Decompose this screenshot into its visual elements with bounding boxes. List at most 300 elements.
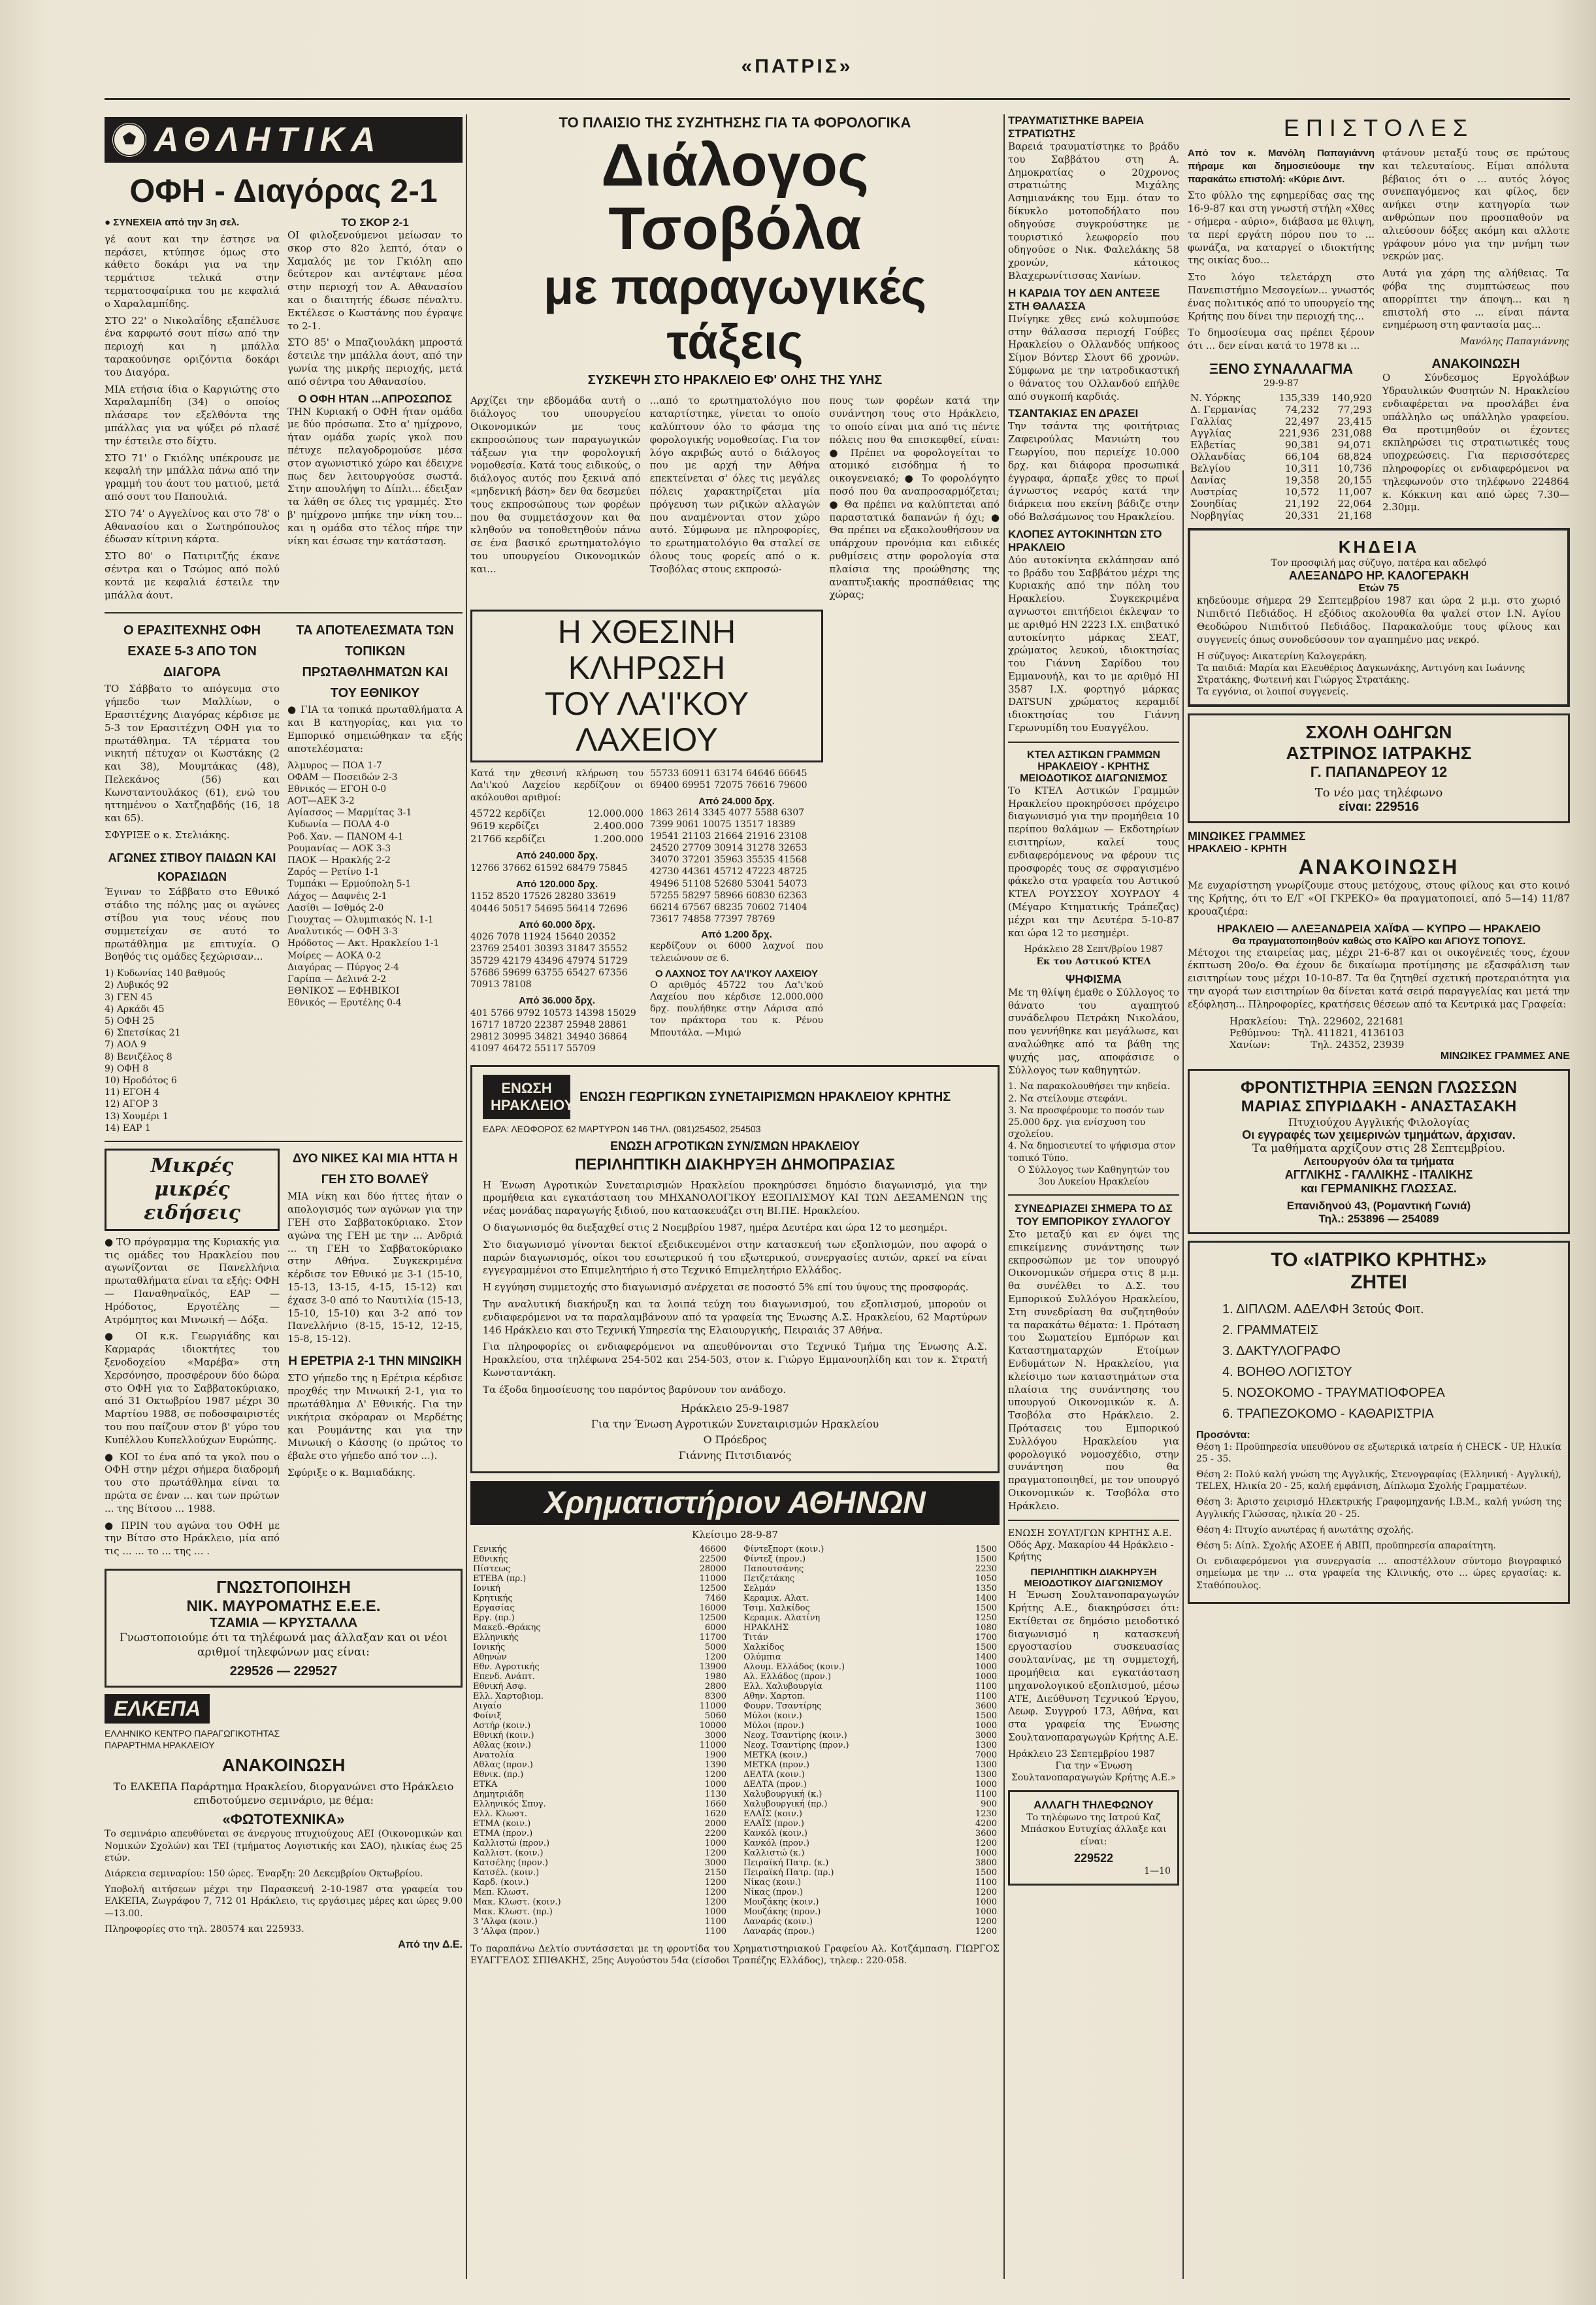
ball-icon (112, 123, 146, 157)
stock-row-cell: Λαναράς (προν.) (743, 1926, 815, 1937)
stock-row-cell: Επενδ. Ανάπτ. (473, 1671, 535, 1682)
stock-row-cell: 1200 (704, 1887, 726, 1897)
subheading: ΠΕΡΙΛΗΠΤΙΚΗ ΔΙΑΚΗΡΥΞΗ ΜΕΙΟΔΟΤΙΚΟΥ ΔΙΑΓΩΝΙΣΜΟΥ (1024, 1567, 1164, 1590)
fx-row-cell: 19,358 (1285, 474, 1320, 487)
stock-row (470, 1701, 729, 1711)
mikres-item: ● ΠΡΙΝ του αγώνα του ΟΦΗ με την Βίτσο στο Ηράκλειο, μία από τις ... ... το ... της ... . (105, 1519, 280, 1558)
stock-row-cell: 1300 (975, 1769, 997, 1780)
stock-row-cell: Δημητριάδη (473, 1789, 524, 1799)
ktel-sign: Εκ του Αστικού ΚΤΕΛ (1036, 956, 1151, 967)
paragraph: ΣΤΟ 74' ο Αγγελίνος και στο 78' ο Αθανασίου και ο Σωτηρόπουλος έδωσαν κίτρινη κάρτα. (105, 507, 280, 546)
standings-row: 11) ΕΓΟΗ 4 (105, 1087, 160, 1098)
stock-row (470, 1721, 729, 1731)
minoan-sign: ΜΙΝΩΙΚΕΣ ΓΡΑΜΜΕΣ ΑΝΕ (1440, 1050, 1570, 1062)
allagi-ad (1008, 1790, 1179, 1886)
fr-title: ΦΡΟΝΤΙΣΤΗΡΙΑ ΞΕΝΩΝ ΓΛΩΣΣΩΝ (1240, 1077, 1518, 1097)
stock-row-cell: Πειραϊκή Πατρ. (κ.) (743, 1857, 829, 1868)
stock-row-cell: Πίστεως (473, 1563, 511, 1574)
fr-line: Τα μαθήματα αρχίζουν στις 28 Σεπτεμβρίου. (1252, 1141, 1506, 1155)
stock-row-cell: 1200 (704, 1652, 726, 1662)
stock-row-cell: 46600 (699, 1544, 726, 1554)
prize-numbers: 12766 37662 61592 68479 75845 (470, 862, 628, 874)
subheading: ΚΛΟΠΕΣ ΑΥΤΟΚΙΝΗΤΩΝ ΣΤΟ ΗΡΑΚΛΕΙΟ (1008, 527, 1162, 553)
allagi-text: Το τηλέφωνο της Ιατρού Καζ Μπάσκου Ευτυχίας άλλαξε και είναι: (1020, 1812, 1167, 1847)
standings-row: 10) Ηροδότος 6 (105, 1075, 177, 1086)
stock-row-cell: 3000 (704, 1730, 726, 1741)
paragraph: πους των φορέων κατά την συνάντηση τους στο Ηράκλειο, το οποίο είναι μια από τις πέντε πόλεις που θα επισκεφθεί, είναι: ● Πρέπει να φορολογείται το ατομικό εισόδημα ή το οικογενειακό; ● Το φορολόγητο ποσό που θα αναπροσαρμόζεται; ● Θα πρέπει να καλύπτεται από παραστατικά δαπανών ή όχι; ● Θα πρέπει να εξακολουθήσουν να υπάρχουν προνόμια και ειδικές ρυθμίσεις στην φορολογία στα πλαίσια της προώθησης της αναπτυξιακής προσπάθειας της χώρας; (829, 395, 1000, 601)
stock-row-cell: Αλ. Ελλάδος (προν.) (743, 1671, 831, 1682)
lottery-headline-box (470, 610, 823, 762)
stock-row (741, 1652, 1000, 1662)
stock-row-cell: Νεοχ. Τσαντίρης (προν.) (743, 1740, 849, 1750)
soult-sign: Για την «Ένωση Σουλτανοπαραγωγών Κρήτης Α.Ε.» (1011, 1760, 1176, 1784)
market-banner (470, 1481, 1000, 1525)
ad-title: ΓΝΩΣΤΟΠΟΙΗΣΗ (216, 1577, 351, 1597)
fx-row-cell: 221,936 (1278, 427, 1320, 440)
stock-row-cell: Αιγαίο (473, 1701, 502, 1711)
stock-row-cell: 1130 (704, 1789, 726, 1799)
subheading: ΜΕΙΟΔΟΤΙΚΟΣ ΔΙΑΓΩΝΙΣΜΟΣ (1020, 772, 1167, 784)
stock-row (470, 1839, 729, 1848)
stock-row-cell: 1500 (975, 1554, 997, 1564)
stock-row (470, 1682, 729, 1692)
fx-row-cell: 68,824 (1337, 451, 1372, 463)
stock-row-cell: Φουρν. Τσαντίρης (743, 1701, 822, 1711)
office-row-cell: Χανίων: (1230, 1038, 1271, 1051)
stock-row (741, 1711, 1000, 1721)
relative-line: Τα παιδιά: Μαρία και Ελευθέριος Δαγκωνάκης, Αντιγόνη και Ιωάννης Στρατάκης, Φωτεινή και Γιώργος Στρατάκης. (1197, 662, 1525, 685)
result-row: Ροδ. Χαν. — ΠΑΝΟΜ 4-1 (287, 831, 404, 842)
stock-row (470, 1623, 729, 1633)
stock-row-cell: 1660 (704, 1799, 726, 1809)
subheading: Ο ΟΦΗ ΗΤΑΝ ...ΑΠΡΟΣΩΠΟΣ (298, 392, 452, 405)
stock-row (470, 1878, 729, 1888)
prize-number: 9619 κερδίζει (470, 820, 540, 832)
soult-header: ΕΝΩΣΗ ΣΟΥΛΤ/ΓΩΝ ΚΡΗΤΗΣ Α.Ε. Οδός Αρχ. Μακαρίου 44 Ηράκλειο - Κρήτης (1008, 1528, 1174, 1562)
stock-row (470, 1917, 729, 1927)
vote-list (1008, 1081, 1179, 1164)
subheading: Η ΕΡΕΤΡΙΑ 2-1 ΤΗΝ ΜΙΝΩΙΚΗ (288, 1354, 462, 1369)
paragraph: Βαρειά τραυματίστηκε το βράδυ του Σαββάτου στη Α. Δημοκρατίας ο 20χρονος στρατιώτης Μιχάλης Ασημιανάκης του Εμμ. όταν το δίκυκλο μοτοποδήλατο που οδηγούσε συγκρούστηκε με τουριστικό λεωφορείο που οδηγούσε ο Νικ. Φαλελάκης 58 χρονών, κάτοικος Βλαχερωνίτισσας Χανίων. (1008, 140, 1179, 282)
lottery-title-1: Η ΧΘΕΣΙΝΗ ΚΛΗΡΩΣΗ (557, 613, 736, 687)
market-title: Χρηματιστήριον ΑΘΗΝΩΝ (544, 1485, 926, 1520)
office-row-cell: Τηλ. 411821, 4136103 (1292, 1026, 1405, 1039)
paragraph: Το ΚΤΕΛ Αστικών Γραμμών Ηρακλείου προκηρύσσει πρόχειρο διαγωνισμό για την προμήθεια 10 περίπου θαλάμων — Εκδοτηρίων εισιτηρίων, καλεί τους ενδιαφερόμενους να φέρουν τις προσφορές τους σε σφραγισμένο φάκελο στα γραφεία του Αστικού ΚΤΕΛ ΡΟΥΣΣΟΥ ΧΟΥΡΔΟΥ 4 (Μέγαρο Κτηματικής Τράπεζας) μέχρι και την Δευτέρα 5-10-87 και ώρα 12 το μεσημέρι. (1008, 784, 1179, 939)
stock-row-cell: Εργ. (πρ.) (473, 1612, 515, 1623)
fx-row (1188, 439, 1375, 451)
position-item: 5. ΝΟΣΟΚΟΜΟ - ΤΡΑΥΜΑΤΙΟΦΟΡΕΑ (1222, 1385, 1445, 1400)
paragraph: ΜΙΑ νίκη και δύο ήττες ήταν ο απολογισμός των αγώνων για την ΓΕΗ στο Σαββατοκύριακο. Στον αγώνα της ΓΕΗ με την ... Ανδριά ... τη ΓΕΗ το Σαββατοκύριακο στην Αθήνα. Συγκεκριμένα κέρδισε τον Εθνικό με 3-1 (15-10, 15-13, 13-15, 4-15, 15-12) και έχασε 3-0 από το Ναυτιλία (15-13, 15-10, 15-10) και 3-2 από τον Πανελλήνιο (8-15, 15-12, 12-15, 15-8, 15-12). (287, 1190, 463, 1345)
stock-row (470, 1829, 729, 1839)
paragraph: φτάνουν μεταξύ τους σε πρώτους και τελευταίους. Είμαι απόλυτα βέβαιος ότι ο ... αυτός λόγος συνεπαγόμενος και φίλος, δεν ανήκει στην κατηγορία των ανθρώπων που προσπαθούν να αλιεύσουν δόξες ακόμη και αλλοτε γράφουν μόνο για την μνήμη των νεκρών μας. (1382, 147, 1569, 263)
stock-row (470, 1790, 729, 1799)
result-row: Γαρίπα — Δελινά 2-2 (287, 973, 387, 985)
paragraph: Αρχίζει την εβδομάδα αυτή ο διάλογος του υπουργείου Οικονομικών με τους εκπροσώπους των παραγωγικών τάξεων για την φορολογική νομοθεσία. Κατά τους ειδικούς, ο διάλογος αυτός που ξεκινά από «μηδενική βάση» δεν θα δεσμεύει τους εκπροσώπους των φορέων που θα συμμετάσχουν και θα κληθούν να τοποθετηθούν πάνω σε ένα βασικό ερωτηματολόγιο του υπουργείου Οικονομικών και... (470, 395, 641, 575)
minoan-route-note: Θα πραγματοποιηθούν καθώς στο ΚΑΪΡΟ και ΑΓΙΟΥΣ ΤΟΠΟΥΣ. (1231, 935, 1526, 947)
gnostopoiisi-ad (105, 1569, 463, 1688)
paragraph: ΣΤΟ γήπεδο της η Ερέτρια κέρδισε προχθές την Μινωική 2-1, για το πρωτάθλημα Δ' Εθνικής. Για την νικήτρια σκόραραν οι Μερδέτης και Ρουμάντης και για την Μινωική ο Κάσσης (ο πρώτος το έβαλε στο γήπεδο από τον ...). (287, 1372, 463, 1462)
stock-row (741, 1564, 1000, 1574)
lottery-title-2: ΤΟΥ ΛΑ'Ι'ΚΟΥ ΛΑΧΕΙΟΥ (544, 685, 749, 759)
stock-row (741, 1927, 1000, 1937)
stock-row-cell: 3600 (975, 1828, 997, 1839)
stock-row-cell: Φίντεξπορτ (κοιν.) (743, 1544, 824, 1554)
mikres-box (105, 1149, 280, 1231)
center-column (470, 114, 1000, 2279)
stock-row-cell: ΗΡΑΚΛΗΣ (743, 1622, 789, 1633)
stock-row (470, 1594, 729, 1603)
stock-row-cell: Αθλας (προν.) (473, 1759, 533, 1770)
stock-row-cell: Καλλιστώ (προν.) (473, 1838, 550, 1848)
continuation-note: ● ΣΥΝΕΧΕΙΑ από την 3η σελ. (105, 217, 240, 228)
prize-heading: Από 60.000 δρχ. (519, 919, 595, 930)
ktel-date: Ηράκλειο 28 Σεπτ/βρίου 1987 (1024, 944, 1164, 955)
stock-row-cell: ΔΕΛΤΑ (προν.) (743, 1779, 807, 1790)
paragraph: Στο λόγο τελετάρχη στο Πανεπιστήμιο Μεσογείων... γνωστός ένας πολιτικός από το υπουργείο της Κρήτης που δίνει την περιοχή της... (1188, 271, 1375, 322)
prize-number: 21766 κερδίζει (470, 832, 546, 845)
fx-row-cell: Δ. Γερμανίας (1190, 404, 1256, 416)
stock-row-cell: Ελλ. Χαλυβουργία (743, 1681, 822, 1692)
stock-row-cell: 1900 (704, 1750, 726, 1760)
stock-row-cell: 1200 (975, 1887, 997, 1897)
subheading: ΤΑ ΑΠΟΤΕΛΕΣΜΑΤΑ ΤΩΝ ΤΟΠΙΚΩΝ ΠΡΩΤΑΘΛΗΜΑΤΩΝ ΚΑΙ ΤΟΥ ΕΘΝΙΚΟΥ (296, 623, 454, 701)
stock-row-cell: 22500 (699, 1554, 726, 1564)
allagi-foot: 1—10 (1144, 1865, 1171, 1876)
office-row (1227, 1027, 1407, 1039)
fx-row-cell: 22,064 (1337, 498, 1372, 510)
prize-numbers: 55733 60911 63174 64646 66645 69400 69951 72075 76616 79600 (650, 768, 807, 791)
kidia-notice (1188, 528, 1570, 707)
prosonta-item: Θέση 5: Δίπλ. Σχολής ΑΣΟΕΕ ή ΑΒΙΠ, προϋπηρεσία απαραίτητη. (1196, 1540, 1496, 1551)
stock-row (741, 1888, 1000, 1897)
fx-row-cell: 10,311 (1285, 463, 1320, 475)
kidia-relatives (1197, 651, 1561, 698)
kidia-text: Τον προσφιλή μας σύζυγο, πατέρα και αδελφό (1271, 558, 1487, 569)
paragraph: ΣΤΟ 71' ο Γκιόλης υπέκρουσε με κεφαλή την μπάλλα πάνω από την γραμμή του άουτ του ματιού, μετά από σουτ του Παπουλιά. (105, 451, 280, 502)
stock-row (470, 1741, 729, 1750)
politics-kicker: ΤΟ ΠΛΑΙΣΙΟ ΤΗΣ ΣΥΖΗΤΗΣΗΣ ΓΙΑ ΤΑ ΦΟΡΟΛΟΓΙΚΑ (559, 114, 911, 131)
fx-row-cell: Σουηδίας (1190, 498, 1237, 510)
stock-row-cell: 4200 (975, 1818, 997, 1829)
stock-row-cell: 3 'Αλφα (προν.) (473, 1926, 540, 1937)
fx-row (1188, 392, 1375, 404)
stock-row-cell: Ελληνικής (473, 1632, 519, 1643)
fx-row (1188, 404, 1375, 416)
paragraph: ΣΤΟ 22' ο Νικολαΐδης εξαπέλυσε ένα καρφωτό σουτ πίσω από την περιοχή και η μπάλλα ταρακούνησε οριζόντια δοκάρι του Διαγόρα. (105, 314, 280, 378)
stock-row-cell: Ελληνικός Σπυγ. (473, 1799, 546, 1809)
stock-row-cell: Αλουμ. Ελλάδος (κοιν.) (743, 1661, 845, 1672)
letters-title: ΕΠΙΣΤΟΛΕΣ (1283, 114, 1474, 141)
paragraph: ● ΓΙΑ τα τοπικά πρωταθλήματα Α και Β κατηγορίας, και για το Εμπορικό σημειώθηκαν τα εξής αποτελέσματα: (287, 704, 463, 755)
fx-row (1188, 486, 1375, 498)
fx-row-cell: 90,381 (1285, 439, 1320, 451)
stock-row-cell: Κατσέλης (προν.) (473, 1857, 548, 1868)
prize-numbers: 401 5766 9792 10573 14398 15029 16717 18720 22387 25948 28861 29812 30995 34821 34940 36864 41097 46472 55117 55709 (470, 1007, 636, 1054)
stock-row-cell: 7000 (975, 1750, 997, 1760)
prosonta-item: Θέση 3: Άριστο χειρισμό Ηλεκτρικής Γραφομηχανής Ι.Β.Μ., καλή γνώση της Αγγλικής Γλώσσας, ηλικία 20 - 25. (1196, 1497, 1561, 1520)
stock-row (741, 1594, 1000, 1603)
fx-title: ΞΕΝΟ ΣΥΝΑΛΛΑΓΜΑ (1209, 360, 1354, 377)
elkepa-ad (105, 1694, 463, 1951)
stock-row-cell: 7460 (704, 1593, 726, 1603)
fx-row-cell: Ελβετίας (1190, 439, 1236, 451)
stock-row (741, 1819, 1000, 1829)
stock-row-cell: Παπουτσάνης (743, 1563, 804, 1574)
standings-row: 4) Αρκάδι 45 (105, 1004, 165, 1015)
iatriko-footer: Οι ενδιαφερόμενοι για συνεργασία ... αποστέλλουν σύντομο βιογραφικό σημείωμα με την ... στα γραφεία της Κλινικής, στο ... ώρες εργασίας: κ. Σταθόπουλος. (1196, 1556, 1561, 1591)
paragraph: γέ αουτ και την έστησε να περάσει, κτύπησε όμως στο κάθετο δοκάρι για να την τερμάτισε τελικά στην τερματοσφαίρικα του με κεφαλιά ο Χαραλαμπίδης. (105, 233, 280, 310)
paragraph: ...από το ερωτηματολόγιο που καταρτίστηκε, γίνεται το οποίο καλύπτουν όλο το φάσμα της φορολογικής νομοθεσίας. Για τον λόγο ακριβώς αυτό ο διάλογος που με αρχή την Αθήνα επεκτείνεται σ' όλες τις μεγάλες πόλεις χαρακτηρίζεται μία πρόγευση των ριζικών αλλαγών που αναμένονται στον χώρο αυτό. Σύμφωνα με πληροφορίες, το ερωτηματολόγιο θα σταλεί σε όλους τους φορείς από ο κ. Τσοβόλας στους εκπροσώ- (649, 395, 821, 575)
stock-row (741, 1907, 1000, 1917)
result-row: Εθνικός — ΕΓΟΗ 0-0 (287, 783, 387, 794)
stock-row (470, 1868, 729, 1878)
result-row: Άλμυρος — ΠΟΑ 1-7 (287, 760, 382, 771)
vote-item: 2. Να στείλουμε στεφάνι. (1008, 1093, 1128, 1104)
stock-row (470, 1799, 729, 1809)
fx-row (1188, 498, 1375, 510)
enosi-logo-text: ΕΝΩΣΗ ΗΡΑΚΛΕΙΟΥ (491, 1080, 574, 1114)
stock-row (741, 1790, 1000, 1799)
stock-row-cell: 1400 (975, 1593, 997, 1603)
stock-row-cell: 1000 (704, 1906, 726, 1917)
stock-row (470, 1613, 729, 1623)
elkepa-logo-text: ΕΛΚΕΠΑ (114, 1696, 201, 1720)
enosi-logo (483, 1075, 574, 1119)
stock-row-cell: 11000 (699, 1573, 726, 1584)
result-row: Ζαρός — Ρετίνο 1-1 (287, 867, 380, 878)
fx-row-cell: 77,293 (1337, 404, 1372, 416)
stock-row-cell: ΕΤΚΑ (473, 1779, 498, 1790)
fx-row (1188, 510, 1375, 521)
market-date: Κλείσιμο 28-9-87 (692, 1528, 778, 1541)
fx-row-cell: 10,736 (1337, 463, 1372, 475)
paragraph: Διάρκεια σεμιναρίου: 150 ώρες. Έναρξη: 20 Δεκεμβρίου Οκτωβρίου. (105, 1869, 423, 1880)
stock-row-cell: 1000 (975, 1661, 997, 1672)
stock-row (741, 1633, 1000, 1643)
subheading: Ο ΕΡΑΣΙΤΕΧΝΗΣ ΟΦΗ ΕΧΑΣΕ 5-3 ΑΠΟ ΤΟΝ ΔΙΑΓΟΡΑ (123, 623, 261, 680)
enosi-name: ΕΝΩΣΗ ΓΕΩΡΓΙΚΩΝ ΣΥΝΕΤΑΙΡΙΣΜΩΝ ΗΡΑΚΛΕΙΟΥ ΚΡΗΤΗΣ (579, 1089, 951, 1104)
stock-row-cell: Ολύμπια (743, 1652, 781, 1662)
standings-row: 6) Σπετσίκας 21 (105, 1028, 181, 1039)
fr-line: Λειτουργούν όλα τα τμήματα (1303, 1154, 1454, 1168)
fx-row-cell: 66,104 (1285, 451, 1320, 463)
stock-row-cell: 11000 (699, 1701, 726, 1711)
result-row: Αγίασσος — Μαρμίτας 3-1 (287, 808, 412, 819)
standings-list (105, 968, 280, 1134)
prosonta-item: Θέση 1: Προϋπηρεσία υπευθύνου σε εξωτερικά ιατρεία ή CHECK - UP, Ηλικία 25 - 35. (1196, 1441, 1561, 1464)
stock-row-cell: Φοίνιξ (473, 1710, 502, 1721)
stock-row-cell: 1500 (975, 1642, 997, 1652)
stock-row-cell: Καλλιστ. (κοιν.) (473, 1848, 544, 1858)
stock-row-cell: 1250 (975, 1612, 997, 1623)
paragraph: Μέτοχοι της εταιρείας μας, μέχρι 21-6-87 και οι οικογένειές τους, έχουν έκπτωση 20ο/ο. Θα έχουν δε δικαίωμα προτίμησης με εξασφάλιση των εισιτηρίων τους μέχρι 10-10-87. Τα θα ζητηθεί σχετική προτεραιότητα για την αγορά των εισιτηρίων θα δίνεται κατά σειρά παραγγελίας και μετά την εξόφληση... Πληροφορίες, κρατήσεις θέσεων από τα Κεντρικά μας Γραφεία: (1188, 946, 1570, 1010)
stock-row (470, 1858, 729, 1868)
result-row: Γιουχτας — Ολυμπιακός Ν. 1-1 (287, 914, 434, 925)
position-item: 3. ΔΑΚΤΥΛΟΓΡΑΦΟ (1222, 1343, 1341, 1358)
result-row: ΕΘΝΙΚΟΣ — ΕΦΗΒΙΚΟΙ (287, 986, 400, 997)
enosi-address: ΕΔΡΑ: ΛΕΩΦΟΡΟΣ 62 ΜΑΡΤΥΡΩΝ 146 ΤΗΛ. (081)254502, 254503 (483, 1124, 761, 1135)
stock-row (741, 1839, 1000, 1848)
divider (1008, 742, 1179, 743)
stock-row-cell: ΕΤΜΑ (προν.) (473, 1828, 533, 1839)
result-row: ΟΦΑΜ — Ποσειδών 2-3 (287, 772, 398, 783)
paragraph: ΜΙΑ ετήσια ίδια ο Καργιώτης στο Χαραλαμπίδη (34) ο οποίος πλάσαρε τον εξελθόντα της μπάλλας για να ψύξει ρό πλασέ την έστειλε στο δίχτυ. (105, 383, 280, 447)
paragraph: Ο αριθμός 45722 του Λα'ι'κού Λαχείου που κέρδισε 12.000.000 δρχ. πουλήθηκε στην Λάρισα από τον πράκτορα του κ. Ρένου Μπουτάλα. —Μιμώ (650, 979, 823, 1038)
enosi-date: Ηράκλειο 25-9-1987 (681, 1401, 789, 1414)
standings-row: 3) ΓΕΝ 45 (105, 992, 153, 1003)
vote-item: 3. Να προσφέρουμε το ποσόν των 25.000 δρχ. για ενίσχυση του σχολείου. (1008, 1105, 1165, 1140)
stock-row-cell: Εθνικ. (πρ.) (473, 1769, 524, 1780)
stock-row-cell: Νεοχ. Τσαντίρης (κοιν.) (743, 1730, 847, 1741)
fx-row-cell: Βελγίου (1190, 463, 1231, 475)
stock-row (741, 1662, 1000, 1672)
fx-row-cell: Αγγλίας (1190, 427, 1231, 440)
stock-row (741, 1829, 1000, 1839)
fx-row (1188, 463, 1375, 474)
stock-row-cell: 13900 (699, 1661, 726, 1672)
result-row: ΠΑΟΚ — Ηρακλής 2-2 (287, 855, 391, 866)
paragraph: Ο διαγωνισμός θα διεξαχθεί στις 2 Νοεμβρίου 1987, ημέρα Δευτέρα και ώρα 12 το μεσημέρι. (483, 1222, 948, 1234)
stock-row-cell: 5000 (704, 1642, 726, 1652)
stock-row-cell: Μεπ. Κλωστ. (473, 1887, 529, 1897)
stock-row-cell: 2230 (975, 1563, 997, 1574)
stock-row (741, 1858, 1000, 1868)
stock-row (470, 1633, 729, 1643)
stock-row-cell: 1050 (975, 1573, 997, 1584)
prize-heading: Από 1.200 δρχ. (701, 929, 772, 941)
announce-title: ΑΝΑΚΟΙΝΩΣΗ (1431, 357, 1520, 372)
stock-row (741, 1750, 1000, 1760)
stock-row-cell: 900 (981, 1799, 997, 1809)
iatriko-title-2: ΖΗΤΕΙ (1350, 1271, 1407, 1293)
prosonta-title: Προσόντα: (1196, 1429, 1250, 1441)
fx-row-cell: 21,192 (1285, 498, 1320, 510)
stock-row-cell: 2800 (704, 1681, 726, 1692)
stock-row-cell: 3 'Αλφα (κοιν.) (473, 1916, 538, 1927)
stock-row-cell: Μουζάκης (κοιν.) (743, 1897, 819, 1907)
prosonta-item: Θέση 4: Πτυχίο ανωτέρας ή ανωτάτης σχολής. (1196, 1524, 1414, 1535)
lottery-prize-row (470, 833, 643, 846)
stock-row (741, 1672, 1000, 1682)
stock-row (741, 1770, 1000, 1780)
paragraph: κηδεύουμε σήμερα 29 Σεπτεμβρίου 1987 και ώρα 2 μ.μ. στο χωριό Νιπιδιτό Πεδιάδος. Η εξόδιος ακολουθία θα ψαλεί στον Ι.Ν. Αγίου Θεοδώρου Νιπιδιτού Πεδιάδος. Παρακαλούμε τους φίλους και συγγενείς όπως συνοδεύσουν τον αγαπημένο μας νεκρό. (1197, 595, 1561, 646)
paragraph: Τα έξοδα δημοσίευσης του παρόντος βαρύνουν τον ανάδοχο. (483, 1383, 787, 1396)
politics-headline-2: με παραγωγικές τάξεις (543, 259, 927, 370)
stock-row (741, 1760, 1000, 1770)
elkepa-intro: Το ΕΛΚΕΠΑ Παράρτημα Ηρακλείου, διοργανώνει στο Ηράκλειο επιδοτούμενο σεμινάριο, με θέμα: (113, 1780, 454, 1807)
stock-row-cell: 1300 (975, 1740, 997, 1750)
prize-heading: Από 24.000 δρχ. (698, 795, 775, 807)
divider (1008, 1194, 1179, 1196)
stock-row-cell: Καλλιστώ (κ.) (743, 1848, 805, 1858)
stock-row-cell: Μακεδ.-Θράκης (473, 1622, 541, 1633)
stock-row-cell: 1980 (704, 1671, 726, 1682)
minoan-route: ΗΡΑΚΛΕΙΟ — ΑΛΕΞΑΝΔΡΕΙΑ ΧΑΪΦΑ — ΚΥΠΡΟ — ΗΡΑΚΛΕΙΟ (1216, 922, 1541, 935)
result-row: Αναλυτικός — ΟΦΗ 3-3 (287, 926, 398, 938)
result-row: Ηρόδοτος — Ακτ. Ηρακλείου 1-1 (287, 938, 440, 949)
fx-row-cell: 140,920 (1331, 392, 1372, 404)
fx-row-cell: 20,331 (1285, 510, 1320, 522)
subheading: ΣΥΝΕΔΡΙΑΖΕΙ ΣΗΜΕΡΑ ΤΟ ΔΣ ΤΟΥ ΕΜΠΟΡΙΚΟΥ ΣΥΛΛΟΓΟΥ (1015, 1202, 1173, 1228)
mikres-item: ● ΚΟΙ το ένα από τα γκολ που ο ΟΦΗ στην μέχρι σήμερα διαδρομή του στο πρωτάθλημα είναι τα πρώτα σε έναν ... και των πρώτων ... της Βίτσου ... 1988. (105, 1450, 280, 1514)
stock-row (470, 1574, 729, 1584)
column-rule (466, 114, 467, 2279)
subheading: ΤΟ ΣΚΟΡ 2-1 (341, 216, 409, 229)
stock-row-cell: Σελμάν (743, 1583, 776, 1594)
fx-row-cell: 231,088 (1331, 427, 1372, 440)
paragraph: Στο μεταξύ και εν όψει της επικείμενης συνάντησης των εκπροσώπων με τον υπουργό Οικονομικών σήμερα στις 8 μ.μ. θα συνέλθει το Δ.Σ. του Εμπορικού Συλλόγου Ηρακλείου, Στη συνεδρίαση θα συζητηθούν τα παρακάτω θέματα: 1. Πρόταση του Σωματείου Εμπόρων και Καταστηματαρχών Ετοίμων Ενδυμάτων Ν. Ηρακλείου, για κλείσιμο των καταστημάτων στα πλαίσια της συνάντησης του υπουργού Οικονομικών κ. Δ. Τσοβόλα στο Ηράκλειο. 2. Πρότασεις του Εμπορικού Συλλόγου Ηρακλείου για φορολογικό νομοσχέδιο, στην συνάντηση που θα πραγματοποιηθεί, με τον υπουργό Οικονομικών κ. Τσοβόλα στο Ηράκλειο. (1008, 1228, 1179, 1512)
stock-row-cell: Αθην. Χαρτοπ. (743, 1691, 806, 1701)
prize-numbers: κερδίζουν οι 6000 λαχνοί που τελειώνουν σε 6. (650, 941, 823, 964)
minoan-title: ΑΝΑΚΟΙΝΩΣΗ (1298, 855, 1459, 879)
mikres-item: ● ΤΟ πρόγραμμα της Κυριακής για τις ομάδες του Ηρακλείου που αγωνίζονται σε Πανελλήνια πρωταθλήματα είναι τα εξής: ΟΦΗ — Παναθηναϊκός, ΕΑΡ — Ηρόδοτος, Εργοτέλης — Ατρόμητος και Μινωική — Δόξα. (105, 1235, 280, 1326)
stock-row (470, 1897, 729, 1907)
standings-row: 9) ΟΦΗ 8 (105, 1063, 149, 1074)
prize-heading: Από 240.000 δρχ. (515, 850, 598, 862)
stock-row (741, 1643, 1000, 1652)
stock-row-cell: Λαναράς (κοιν.) (743, 1916, 813, 1927)
stock-row-cell: Κανκόλ (κοιν.) (743, 1828, 807, 1839)
stock-row-cell: 1000 (975, 1671, 997, 1682)
stock-row (741, 1623, 1000, 1633)
paragraph: ΣΤΟ 85' ο Μπαζιουλάκη μπροστά έστειλε την μπάλλα άουτ, από την γωνία της μικρής περιοχής, μετά από σέντρα του Αθανασίου. (287, 336, 463, 387)
stock-row-cell: 28000 (699, 1563, 726, 1574)
match-headline: ΟΦΗ - Διαγόρας 2-1 (129, 172, 438, 209)
paragraph: Η Ένωση Σουλτανοπαραγωγών Κρήτης Α.Ε., διακηρύσσει ότι: Εκτίθεται σε δημόσιο μειοδοτικό διαγωνισμό η κατασκευή εργοστασίου συσκευασίας σουλτανίνας, με τη συμμετοχή, προμήθεια και εγκατάσταση μηχανολογικού εξοπλισμού, μέσω ΑΤΕ, Διεύθυνση Τεχνικού Έργου, Λεωφ. Συγγρού 173, Αθήνα, και στα γραφεία της Ένωσης Σουλτανοπαραγωγών Κρήτης Α.Ε. (1008, 1589, 1179, 1743)
stock-row (470, 1731, 729, 1741)
stock-row-cell: Πειραϊκή Πατρ. (πρ.) (743, 1867, 834, 1878)
stock-row (741, 1603, 1000, 1613)
stock-row-cell: ΕΛΑΪΣ (προν.) (743, 1818, 804, 1829)
school-phone: είναι: 229516 (1339, 800, 1419, 815)
standings-row: 12) ΑΓΟΡ 3 (105, 1099, 158, 1110)
prize-numbers: 4026 7078 11924 15640 20352 23769 25401 30393 31847 35552 35729 42179 43496 47974 51729 57686 59699 63755 65427 67356 70913 78108 (470, 932, 628, 990)
result-row: Διαγόρας — Πύργος 2-4 (287, 962, 399, 973)
paragraph: Υποβολή αιτήσεων μέχρι την Παρασκευή 2-10-1987 στα γραφεία του ΕΛΚΕΠΑ, Ζωγράφου 7, 712 01 Ηράκλειο, τις εργάσιμες μέρες και ώρες 9.00—13.00. (105, 1884, 463, 1919)
stock-row (470, 1809, 729, 1819)
fr-address: Επανιδηνού 43, (Ρομαντική Γωνιά) (1286, 1199, 1471, 1212)
stock-row-cell: Καρδ. (κοιν.) (473, 1877, 529, 1888)
allagi-title: ΑΛΛΑΓΗ ΤΗΛΕΦΩΝΟΥ (1034, 1799, 1154, 1812)
section-title: ΑΘΛΗΤΙΚΑ (154, 121, 382, 159)
stock-row-cell: 1700 (975, 1632, 997, 1643)
elkepa-line2: ΠΑΡΑΡΤΗΜΑ ΗΡΑΚΛΕΙΟΥ (105, 1740, 215, 1751)
divider (105, 1141, 463, 1142)
prize-heading: Από 120.000 δρχ. (515, 878, 598, 890)
paragraph: Έγιναν το Σάββατο στο Εθνικό στάδιο της πόλης μας οι αγώνες στίβου για τους νέους που συμμετείχαν σε αυτό το πρωτάθλημα με επιτυχία. Ο Βοηθός τις ομάδες ξεχώρισαν... (105, 886, 280, 963)
result-row: Μοίρες — ΑΟΚΑ 0-2 (287, 950, 382, 961)
stock-row (741, 1878, 1000, 1888)
paragraph: Στο φύλλο της εφημερίδας σας της 16-9-87 και στη γνωστή στήλη «Χθες - σήμερα - αύριο», διάβασα με θλιψη, τα περί εργάτη πόρου που το ... φωνάζα, να καταργεί ο ιδιοκτήτης της οικίας δυο... (1188, 189, 1375, 267)
stock-row-cell: Κανκόλ (προν.) (743, 1838, 809, 1848)
enosi-sign: Γιάννης Πιτσιδιανός (678, 1448, 792, 1462)
politics-headline: Διάλογος Τσοβόλα (601, 132, 869, 262)
fx-row (1188, 474, 1375, 486)
stock-row-cell: 1000 (975, 1848, 997, 1858)
stock-row-cell: 11000 (699, 1740, 726, 1750)
stock-row-cell: Ελλ. Χαρτοβιομ. (473, 1691, 544, 1701)
masthead: «ΠΑΤΡΙΣ» (741, 56, 853, 77)
stock-row-cell: Εθν. Αγροτικής (473, 1661, 540, 1672)
stock-row-cell: 1500 (975, 1603, 997, 1613)
relative-line: Τα εγγόνια, οι λοιποί συγγενείς. (1197, 687, 1349, 698)
soult-date: Ηράκλειο 23 Σεπτεμβρίου 1987 (1008, 1748, 1155, 1759)
fx-row-cell: Ν. Υόρκης (1190, 392, 1241, 404)
column-rule (1003, 114, 1005, 2279)
stock-row-cell: 12500 (699, 1583, 726, 1594)
paragraph: ΤΟ Σάββατο το απόγευμα στο γήπεδο των Μαλλίων, ο Ερασιτέχνης Διαγόρας κέρδισε με 5-3 τον Ερασιτέχνη ΟΦΗ για το πρωτάθλημα. ΤΑ τέρματα του νικητή πέτυχαν οι Κωστάκης (2 και 38), Μουμτάκας (48), Πελεκάνος (56) και Κωνσταντουλάκος (61), ενώ του ηττημένου ο Χατζηαβδής (16, 18 και 65). (105, 683, 280, 825)
elkepa-sign: Από την Δ.Ε. (398, 1938, 463, 1950)
